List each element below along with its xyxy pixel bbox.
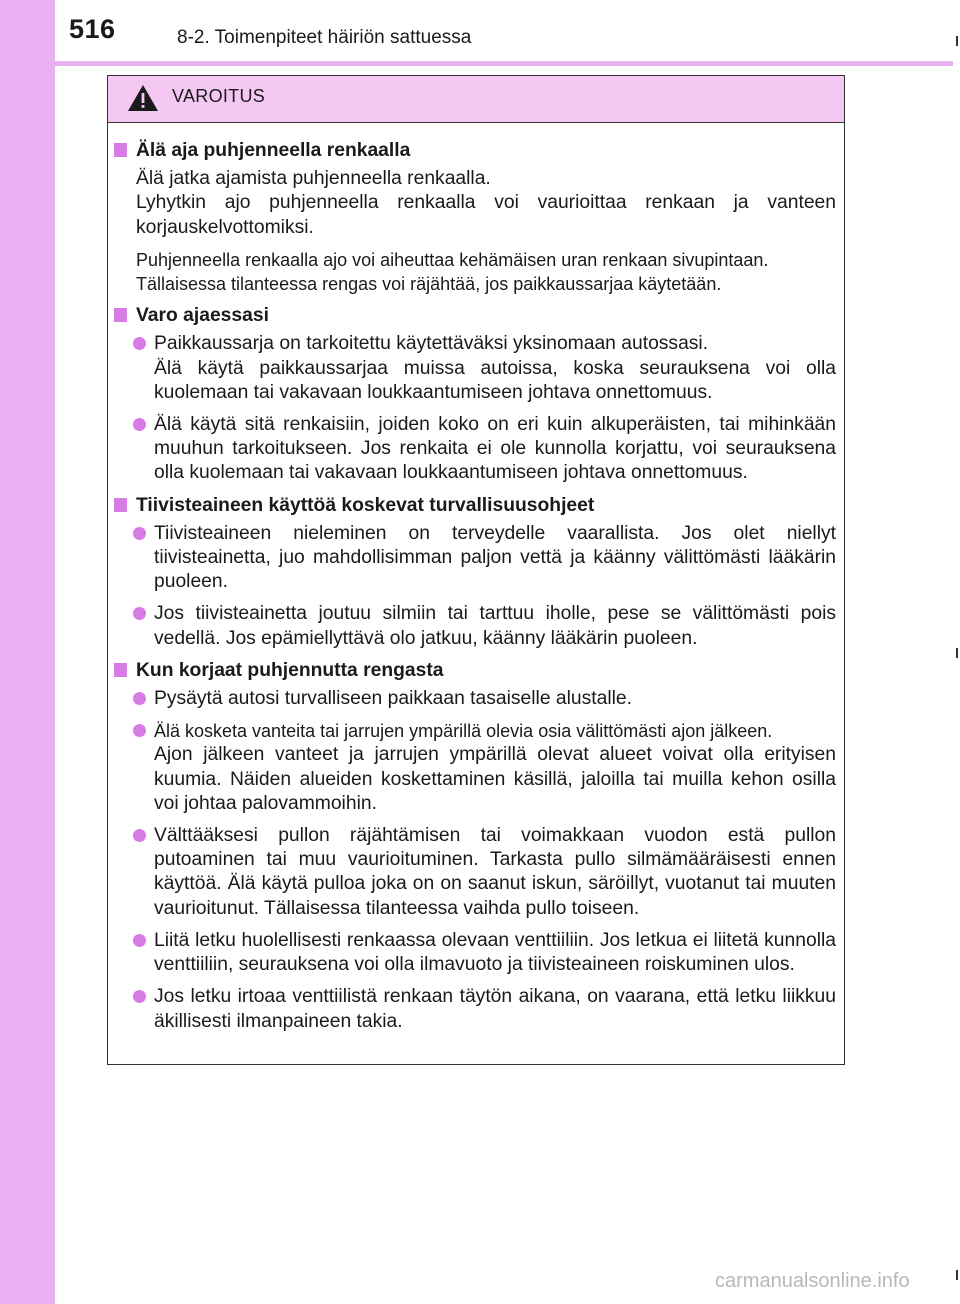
square-bullet-icon bbox=[114, 498, 127, 512]
watermark: carmanualsonline.info bbox=[715, 1270, 910, 1292]
square-bullet-icon bbox=[114, 143, 127, 157]
paragraph: Puhjenneella renkaalla ajo voi aiheuttaa kehämäisen uran renkaan sivupintaan. Tällaisessa tilanteessa rengas voi räjähtää, jos paikkaussarjaa käytetään. bbox=[136, 249, 769, 295]
round-bullet-icon bbox=[133, 990, 146, 1003]
round-bullet-icon bbox=[133, 934, 146, 947]
warning-box bbox=[107, 75, 845, 1065]
round-bullet-icon bbox=[133, 724, 146, 737]
trim-mark bbox=[956, 1270, 958, 1280]
header-rule bbox=[55, 61, 953, 66]
bullet-item: Jos tiivisteainetta joutuu silmiin tai tarttuu iholle, pese se välittömästi pois vedellä. Jos epämiellyttävä olo jatkuu, käänny lääkärin puoleen. bbox=[108, 602, 836, 650]
square-bullet-icon bbox=[114, 663, 127, 677]
bullet-item: Välttääksesi pullon räjähtämisen tai voimakkaan vuodon estä pullon putoaminen tai muu vaurioituminen. Tarkasta pullo silmämääräisesti ennen käyttöä. Älä käytä pulloa joka on on saanut iskun, säröillyt, vuotanut tai muuten vaurioitunut. Tällaisessa tilanteessa vaihda pullo toiseen. bbox=[108, 824, 836, 921]
round-bullet-icon bbox=[133, 418, 146, 431]
trim-mark bbox=[956, 36, 958, 46]
bullet-item: Liitä letku huolellisesti renkaassa olevaan venttiiliin. Jos letkua ei liitetä kunnolla venttiiliin, seurauksena voi olla ilmavuoto ja tiivisteaineen roiskuminen ulos. bbox=[108, 929, 836, 977]
bullet-item: Älä kosketa vanteita tai jarrujen ympärillä olevia osia välittömästi ajon jälkeen. Ajon jälkeen vanteet ja jarrujen ympärillä olevat alueet voivat olla erityisen kuumia. Näiden alueiden koskettaminen käsillä, jaloilla tai muilla kehon osilla voi johtaa palovammoihin. bbox=[108, 719, 836, 816]
paragraph: Älä jatka ajamista puhjenneella renkaalla. Lyhytkin ajo puhjenneella renkaalla voi vaurioittaa renkaan ja vanteen korjauskelvottomiksi. bbox=[136, 168, 836, 238]
section-heading: Tiivisteaineen käyttöä koskevat turvallisuusohjeet bbox=[108, 494, 836, 518]
bullet-item: Pysäytä autosi turvalliseen paikkaan tasaiselle alustalle. bbox=[108, 687, 836, 711]
bullet-item: Jos letku irtoaa venttiilistä renkaan täytön aikana, on vaarana, että letku liikkuu äkillisesti ilmanpaineen takia. bbox=[108, 985, 836, 1033]
page-number: 516 bbox=[69, 14, 116, 44]
round-bullet-icon bbox=[133, 337, 146, 350]
section-heading: Kun korjaat puhjennutta rengasta bbox=[108, 659, 836, 683]
round-bullet-icon bbox=[133, 607, 146, 620]
section-heading: Varo ajaessasi bbox=[108, 304, 836, 328]
bullet-item: Älä käytä sitä renkaisiin, joiden koko on eri kuin alkuperäisten, tai mihinkään muuhun tarkoitukseen. Jos renkaita ei ole kunnolla korjattu, voi seurauksena olla kuolemaan tai vakavaan loukkaantumiseen johtava onnettomuus. bbox=[108, 413, 836, 486]
left-color-strip bbox=[0, 0, 55, 1304]
warning-header bbox=[108, 76, 844, 123]
round-bullet-icon bbox=[133, 527, 146, 540]
square-bullet-icon bbox=[114, 308, 127, 322]
warning-body bbox=[108, 123, 844, 1034]
round-bullet-icon bbox=[133, 829, 146, 842]
section-title: 8-2. Toimenpiteet häiriön sattuessa bbox=[177, 27, 472, 48]
warning-triangle-icon bbox=[127, 84, 159, 112]
warning-label: VAROITUS bbox=[172, 86, 266, 106]
section-heading: Älä aja puhjenneella renkaalla bbox=[108, 139, 836, 163]
bullet-item: Paikkaussarja on tarkoitettu käytettäväksi yksinomaan autossasi. Älä käytä paikkaussarjaa muissa autoissa, koska seurauksena voi olla kuolemaan tai vakavaan loukkaantumiseen johtava onnettomuus. bbox=[108, 332, 836, 405]
trim-mark bbox=[956, 648, 958, 658]
bullet-item: Tiivisteaineen nieleminen on terveydelle vaarallista. Jos olet niellyt tiivisteainetta, juo mahdollisimman paljon vettä ja käänny välittömästi lääkärin puoleen. bbox=[108, 522, 836, 595]
round-bullet-icon bbox=[133, 692, 146, 705]
